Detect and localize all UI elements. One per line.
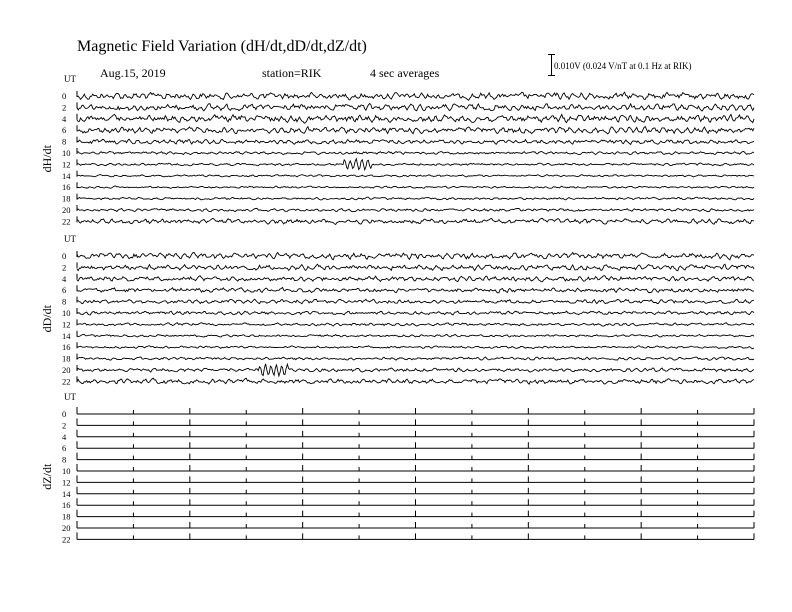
- row-trace: [77, 197, 754, 200]
- row-trace: [77, 335, 754, 338]
- ut-label: UT: [64, 392, 76, 402]
- row-trace: [77, 159, 754, 170]
- row-time-label: 12: [62, 319, 71, 330]
- row-trace: [77, 208, 754, 211]
- ut-label: UT: [64, 74, 76, 84]
- row-time-label: 8: [62, 454, 67, 465]
- panel-ylabel: dH/dt: [40, 145, 54, 173]
- row-time-label: 4: [62, 273, 67, 284]
- row-time-label: 22: [62, 376, 71, 387]
- row-time-label: 2: [62, 420, 67, 431]
- row-time-label: 0: [62, 91, 67, 101]
- row-time-label: 12: [62, 159, 71, 170]
- row-time-label: 8: [62, 296, 67, 307]
- row-time-label: 10: [62, 308, 71, 318]
- row-trace: [77, 364, 754, 376]
- station-label: station=RIK: [262, 66, 322, 80]
- row-time-label: 22: [62, 216, 71, 227]
- row-trace: [77, 378, 754, 384]
- row-time-label: 2: [62, 102, 67, 113]
- row-trace: [77, 114, 754, 123]
- row-time-label: 10: [62, 148, 71, 158]
- row-trace: [77, 253, 754, 260]
- row-time-label: 16: [62, 182, 71, 193]
- scale-label: 0.010V (0.024 V/nT at 0.1 Hz at RIK): [554, 61, 692, 71]
- panel-ylabel: dD/dt: [40, 305, 54, 333]
- row-time-label: 18: [62, 353, 71, 364]
- row-time-label: 10: [62, 466, 71, 476]
- row-time-label: 22: [62, 534, 71, 545]
- row-trace: [77, 175, 754, 177]
- row-time-label: 0: [62, 409, 67, 419]
- row-time-label: 8: [62, 136, 67, 147]
- averaging-label: 4 sec averages: [370, 66, 440, 80]
- row-time-label: 6: [62, 125, 67, 136]
- row-time-label: 4: [62, 113, 67, 124]
- row-trace: [77, 299, 754, 304]
- row-time-label: 6: [62, 285, 67, 296]
- row-time-label: 0: [62, 251, 67, 261]
- row-time-label: 4: [62, 431, 67, 442]
- row-time-label: 14: [62, 330, 71, 341]
- date-label: Aug.15, 2019: [100, 66, 166, 80]
- chart-title: Magnetic Field Variation (dH/dt,dD/dt,dZ/dt): [77, 38, 367, 55]
- row-trace: [77, 139, 754, 144]
- row-trace: [77, 104, 754, 112]
- row-time-label: 20: [62, 365, 71, 375]
- row-time-label: 18: [62, 193, 71, 204]
- row-trace: [77, 186, 754, 188]
- row-trace: [77, 346, 754, 349]
- row-trace: [77, 218, 754, 224]
- row-time-label: 20: [62, 205, 71, 215]
- row-trace: [77, 127, 754, 134]
- row-time-label: 16: [62, 342, 71, 353]
- row-trace: [77, 276, 754, 282]
- row-trace: [77, 357, 754, 360]
- row-trace: [77, 323, 754, 327]
- row-trace: [77, 264, 754, 271]
- row-time-label: 6: [62, 443, 67, 454]
- row-time-label: 20: [62, 523, 71, 533]
- row-time-label: 18: [62, 511, 71, 522]
- row-trace: [77, 288, 754, 293]
- row-time-label: 2: [62, 262, 67, 273]
- row-trace: [77, 311, 754, 315]
- row-trace: [77, 151, 754, 154]
- panel-ylabel: dZ/dt: [40, 463, 54, 490]
- row-trace: [77, 92, 754, 100]
- ut-label: UT: [64, 234, 76, 244]
- row-time-label: 16: [62, 500, 71, 511]
- row-time-label: 12: [62, 477, 71, 488]
- row-time-label: 14: [62, 488, 71, 499]
- row-time-label: 14: [62, 170, 71, 181]
